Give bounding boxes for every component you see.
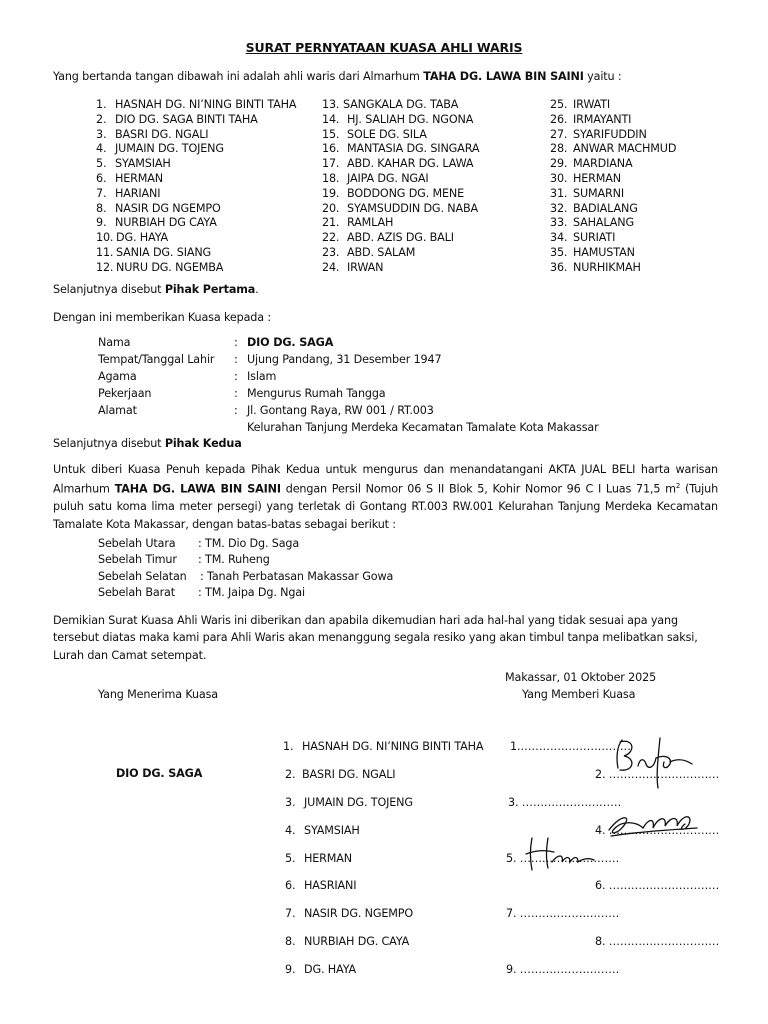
heir-item — [96, 171, 164, 186]
heir-number: 21. — [322, 216, 340, 230]
signatory-number: 8. — [285, 935, 296, 948]
signatory-number: 9. — [285, 963, 296, 976]
intro-prefix: Yang bertanda tangan dibawah ini adalah ahli waris dari Almarhum — [53, 70, 424, 83]
signatory-row — [285, 823, 720, 839]
heir-item — [96, 230, 169, 245]
grantee-colon: : — [234, 336, 238, 349]
grantee-label: Alamat — [98, 404, 137, 417]
heir-item — [96, 215, 217, 230]
heir-item — [322, 127, 427, 142]
signature-line: 5. ……………………… — [506, 852, 620, 865]
pihak-kedua-line — [53, 437, 242, 450]
boundary-label: Sebelah Selatan — [98, 570, 187, 583]
kuasa-intro: Dengan ini memberikan Kuasa kepada : — [53, 311, 271, 324]
grantee-label: Nama — [98, 336, 131, 349]
boundary-value: : TM. Dio Dg. Saga — [198, 537, 300, 550]
heir-number: 29. — [550, 157, 568, 171]
heir-number: 4. — [96, 142, 107, 156]
heir-item — [322, 141, 480, 156]
heir-name: ABD. AZIS DG. BALI — [347, 231, 454, 245]
heir-item — [550, 112, 632, 127]
signatory-number: 6. — [285, 879, 296, 892]
purpose-text-1: Untuk diberi Kuasa Penuh kepada Pihak Kedua untuk mengurus dan menandatangani AKTA JUAL BELI harta warisan Almarhum — [53, 463, 718, 497]
grantee-row-religion — [98, 368, 277, 385]
grantee-value: Islam — [247, 370, 277, 383]
heir-item — [96, 156, 171, 171]
heir-number: 25. — [550, 98, 568, 111]
heir-name: SANGKALA DG. TABA — [343, 98, 459, 111]
heir-item — [322, 215, 394, 230]
heir-number: 14. — [322, 112, 340, 126]
heir-number: 20. — [322, 201, 340, 215]
boundary-label: Sebelah Utara — [98, 537, 176, 550]
heir-item — [550, 171, 622, 186]
grantee-row-name — [98, 334, 334, 351]
heir-item — [550, 230, 616, 245]
signature-line: 3. ……………………… — [508, 796, 622, 809]
signature-line: 1.………………………… — [510, 740, 631, 753]
boundary-label: Sebelah Barat — [98, 586, 176, 599]
heir-name: IRWATI — [573, 98, 611, 111]
heir-number: 5. — [96, 157, 107, 171]
heir-item — [322, 245, 416, 260]
heir-number: 2. — [96, 112, 107, 126]
heir-item — [96, 112, 258, 127]
heir-number: 28. — [550, 142, 568, 156]
signatory-name: BASRI DG. NGALI — [302, 768, 396, 781]
heir-number: 22. — [322, 231, 340, 245]
heir-item — [322, 171, 429, 186]
signatory-row — [285, 934, 720, 950]
signatory-row — [285, 906, 620, 922]
heir-number: 27. — [550, 127, 568, 141]
giver-label: Yang Memberi Kuasa — [522, 688, 636, 701]
boundary-row — [98, 584, 305, 601]
heir-name: SOLE DG. SILA — [347, 127, 427, 141]
heir-number: 34. — [550, 231, 568, 245]
heir-item — [550, 127, 647, 142]
pihak-pertama-suffix: . — [255, 283, 259, 296]
heir-number: 10. — [96, 231, 114, 245]
heir-name: SYARIFUDDIN — [573, 127, 647, 141]
signature-line: 9. ……………………… — [506, 963, 620, 976]
heir-name: HERMAN — [115, 172, 164, 185]
heir-name: SAHALANG — [573, 216, 635, 230]
heir-number: 32. — [550, 201, 568, 215]
heir-item — [550, 156, 633, 171]
signatory-name: DG. HAYA — [304, 963, 357, 976]
grantee-label: Tempat/Tanggal Lahir — [98, 353, 215, 366]
heir-name: SANIA DG. SIANG — [116, 246, 212, 259]
boundary-value: : Tanah Perbatasan Makassar Gowa — [200, 570, 394, 583]
heir-number: 3. — [96, 127, 107, 141]
heir-name: HASNAH DG. NI’NING BINTI TAHA — [115, 98, 297, 111]
document-title: SURAT PERNYATAAN KUASA AHLI WARIS — [245, 40, 523, 55]
heir-number: 18. — [322, 172, 340, 185]
grantee-row-address — [98, 402, 434, 419]
heir-item — [322, 112, 474, 127]
grantee-colon: : — [234, 387, 238, 400]
heir-number: 6. — [96, 172, 107, 185]
heir-number: 35. — [550, 246, 568, 259]
signature-line: 4. ………………………… — [595, 824, 720, 837]
heir-name: NURHIKMAH — [573, 260, 641, 274]
heir-name: HERMAN — [573, 172, 622, 185]
pihak-pertama-prefix: Selanjutnya disebut — [53, 283, 165, 296]
signatory-number: 4. — [285, 824, 296, 837]
boundary-label: Sebelah Timur — [98, 553, 177, 566]
grantee-label: Pekerjaan — [98, 387, 152, 400]
signature-line: 6. ………………………… — [595, 879, 720, 892]
heir-number: 12. — [96, 260, 114, 274]
heir-number: 1. — [96, 98, 107, 111]
boundary-row — [98, 551, 270, 568]
heir-number: 36. — [550, 260, 568, 274]
signatory-name: JUMAIN DG. TOJENG — [304, 796, 413, 809]
heir-item — [96, 201, 221, 216]
purpose-text-3: (Tujuh puluh satu koma lima meter persegi) yang terletak di Gontang RT.003 RW.001 Kelurahan Tanjung Merdeka Kecamatan Tamalate Kota Makassar, dengan batas-batas sebagai berikut : — [53, 483, 719, 531]
heir-item — [550, 215, 635, 230]
heir-name: NURU DG. NGEMBA — [116, 260, 224, 274]
heir-name: BADIALANG — [573, 201, 638, 215]
heir-item — [550, 260, 641, 275]
signatory-number: 1. — [283, 740, 294, 753]
purpose-text-2: dengan Persil Nomor 06 S II Blok 5, Kohir Nomor 96 C I Luas 71,5 m — [280, 483, 676, 497]
pihak-kedua-label: Pihak Kedua — [164, 437, 242, 450]
signatory-name: HASNAH DG. NI’NING BINTI TAHA — [302, 740, 484, 753]
heir-item — [322, 230, 454, 245]
boundary-value: : TM. Jaipa Dg. Ngai — [198, 586, 305, 599]
signature-line: 7. ……………………… — [506, 907, 620, 920]
signatory-row — [285, 795, 622, 811]
signatory-name: HERMAN — [304, 852, 353, 865]
grantee-colon: : — [234, 353, 238, 366]
heir-number: 8. — [96, 201, 107, 215]
grantee-colon: : — [234, 404, 238, 417]
intro-line — [53, 70, 622, 83]
signatory-number: 2. — [285, 768, 296, 781]
place-date: Makassar, 01 Oktober 2025 — [505, 671, 657, 684]
boundary-row — [98, 568, 394, 585]
heir-item — [322, 156, 474, 171]
heir-item — [96, 260, 224, 275]
grantee-value: Jl. Gontang Raya, RW 001 / RT.003 — [247, 404, 434, 417]
purpose-superscript: 2 — [675, 482, 681, 491]
heir-number: 30. — [550, 172, 568, 185]
heir-number: 9. — [96, 216, 107, 230]
heir-item — [550, 97, 611, 112]
heir-name: NURBIAH DG CAYA — [115, 216, 217, 230]
heir-item — [322, 97, 459, 112]
pihak-kedua-prefix: Selanjutnya disebut — [53, 437, 165, 450]
handwritten-signature-5 — [518, 832, 598, 876]
heir-number: 15. — [322, 127, 340, 141]
signatory-name: SYAMSIAH — [304, 824, 360, 837]
heir-item — [550, 186, 624, 201]
heir-number: 13. — [322, 98, 340, 111]
heir-name: ANWAR MACHMUD — [573, 142, 677, 156]
heir-name: NASIR DG NGEMPO — [115, 201, 221, 215]
boundary-row — [98, 535, 300, 552]
heir-name: SYAMSUDDIN DG. NABA — [347, 201, 479, 215]
heir-item — [96, 186, 161, 201]
receiver-label: Yang Menerima Kuasa — [98, 688, 218, 701]
signature-line: 2. ………………………… — [595, 768, 720, 781]
heir-item — [322, 201, 479, 216]
heir-item — [550, 245, 635, 260]
signatory-name: NASIR DG. NGEMPO — [304, 907, 414, 920]
grantee-value: Ujung Pandang, 31 Desember 1947 — [247, 353, 442, 366]
signature-line: 8. ………………………… — [595, 935, 720, 948]
heir-name: SURIATI — [573, 231, 616, 245]
heir-number: 16. — [322, 142, 340, 156]
boundary-value: : TM. Ruheng — [198, 553, 270, 566]
heir-name: DIO DG. SAGA BINTI TAHA — [115, 112, 258, 126]
heir-name: HARIANI — [115, 186, 161, 200]
grantee-row-birth — [98, 351, 442, 368]
deceased-name: TAHA DG. LAWA BIN SAINI — [423, 70, 584, 83]
heir-number: 19. — [322, 186, 340, 200]
heir-name: IRWAN — [347, 260, 384, 274]
grantee-address-line2: Kelurahan Tanjung Merdeka Kecamatan Tamalate Kota Makassar — [247, 421, 599, 434]
grantee-colon: : — [234, 370, 238, 383]
heir-number: 31. — [550, 186, 568, 200]
handwritten-signature-1 — [600, 728, 700, 794]
heir-item — [550, 141, 677, 156]
signatory-row — [283, 739, 631, 755]
signatory-number: 7. — [285, 907, 296, 920]
heir-number: 23. — [322, 246, 340, 259]
closing-paragraph: Demikian Surat Kuasa Ahli Waris ini diberikan dan apabila dikemudian hari ada hal-hal yang tidak sesuai apa yang tersebut diatas maka kami para Ahli Waris akan menanggung segala resiko yang akan timbul tanpa melibatkan saksi, Lurah dan Camat setempat. — [53, 614, 698, 662]
grantee-value: Mengurus Rumah Tangga — [247, 387, 386, 400]
signatory-name: NURBIAH DG. CAYA — [304, 935, 410, 948]
grantee-label: Agama — [98, 370, 137, 383]
heir-name: DG. HAYA — [116, 231, 169, 245]
signatory-row — [285, 878, 720, 894]
heir-number: 17. — [322, 157, 340, 171]
signatory-row — [285, 851, 620, 867]
pihak-pertama-line — [53, 283, 259, 296]
signatory-row — [285, 962, 620, 978]
heir-name: HAMUSTAN — [573, 246, 635, 259]
signatory-name: HASRIANI — [304, 879, 357, 892]
heir-number: 7. — [96, 186, 107, 200]
heir-name: MANTASIA DG. SINGARA — [347, 142, 480, 156]
heir-name: BODDONG DG. MENE — [347, 186, 465, 200]
heir-item — [96, 141, 224, 156]
heir-name: MARDIANA — [573, 157, 633, 171]
heir-item — [322, 260, 384, 275]
heir-name: JUMAIN DG. TOJENG — [115, 142, 224, 156]
heir-name: SUMARNI — [573, 186, 624, 200]
heir-item — [550, 201, 638, 216]
heir-item — [96, 245, 212, 260]
grantee-value: DIO DG. SAGA — [247, 336, 334, 349]
intro-suffix: yaitu : — [583, 70, 622, 83]
handwritten-signature-4 — [597, 806, 707, 848]
signatory-row — [285, 767, 720, 783]
heir-number: 26. — [550, 112, 568, 126]
purpose-paragraph — [53, 461, 718, 533]
pihak-pertama-label: Pihak Pertama — [164, 283, 256, 296]
heir-item — [96, 97, 297, 112]
signatory-number: 3. — [285, 796, 296, 809]
heir-name: BASRI DG. NGALI — [115, 127, 209, 141]
purpose-deceased-name: TAHA DG. LAWA BIN SAINI — [114, 483, 281, 497]
receiver-name: DIO DG. SAGA — [116, 767, 203, 780]
signatory-number: 5. — [285, 852, 296, 865]
heir-number: 33. — [550, 216, 568, 230]
heir-name: SYAMSIAH — [115, 157, 171, 171]
heir-name: IRMAYANTI — [573, 112, 632, 126]
grantee-row-occupation — [98, 385, 386, 402]
heir-name: ABD. SALAM — [347, 246, 416, 259]
heir-number: 11. — [96, 246, 114, 259]
heir-item — [322, 186, 465, 201]
heir-name: JAIPA DG. NGAI — [347, 172, 429, 185]
heir-name: HJ. SALIAH DG. NGONA — [347, 112, 474, 126]
heir-name: RAMLAH — [347, 216, 394, 230]
heir-name: ABD. KAHAR DG. LAWA — [347, 157, 474, 171]
heir-item — [96, 127, 209, 142]
heir-number: 24. — [322, 260, 340, 274]
